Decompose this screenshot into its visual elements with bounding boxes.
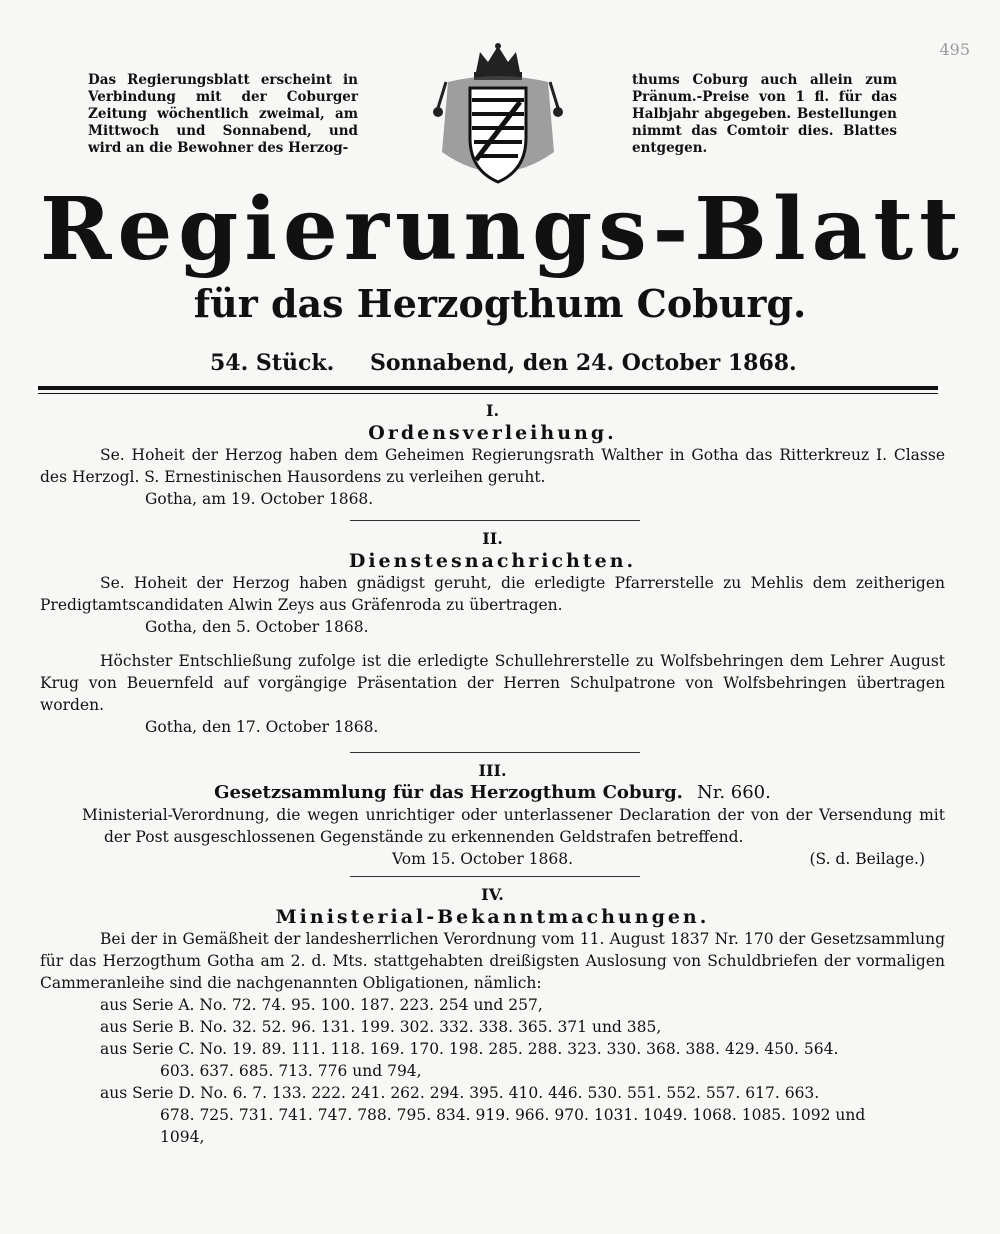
section-paragraph: Bei der in Gemäßheit der landesherrlichen Verordnung vom 11. August 1837 Nr. 170 der Gesetzsammlung für das Herzogthum Gotha am 2. d. Mts. stattgehabten dreißigsten Auslosung von Schuldbriefen der vormaligen Cammeranleihe sind die nachgenannten Obligationen, nämlich:: [40, 930, 945, 992]
section-separator: [350, 876, 640, 877]
bond-series-c-continued: 603. 637. 685. 713. 776 und 794,: [160, 1062, 422, 1080]
section-separator: [350, 752, 640, 753]
section-paragraph: Se. Hoheit der Herzog haben dem Geheimen Regierungsrath Walther in Gotha das Ritterkreuz I. Classe des Herzogl. S. Ernestinischen Hausordens zu verleihen geruht.: [40, 446, 945, 486]
section-heading: [40, 782, 945, 804]
section-paragraph: Se. Hoheit der Herzog haben gnädigst geruht, die erledigte Pfarrerstelle zu Mehlis dem zeitherigen Predigtamtscandidaten Alwin Zeys aus Gräfenroda zu übertragen.: [40, 574, 945, 614]
issue-number: 54. Stück.: [210, 350, 335, 376]
section-number: II.: [482, 529, 503, 548]
issue-line: [210, 350, 797, 376]
section-heading: Ministerial-Bekanntmachungen.: [275, 906, 710, 928]
issue-date: Sonnabend, den 24. October 1868.: [369, 350, 797, 376]
header-rule-thick: [38, 386, 938, 390]
section-heading: Ordensverleihung.: [368, 422, 617, 444]
section-paragraph: Ministerial-Verordnung, die wegen unrichtiger oder unterlassener Declaration der von der Versendung mit der Post ausgeschlossenen Gegenstände zu erkennenden Geldstrafen betreffend.: [82, 806, 945, 846]
section-paragraph: Höchster Entschließung zufolge ist die erledigte Schullehrerstelle zu Wolfsbehringen dem Lehrer August Krug von Beuernfeld auf vorgängige Präsentation der Herren Schulpatrone von Wolfsbehringen übertragen worden.: [40, 652, 945, 714]
section-3: [40, 760, 945, 870]
bond-series-d-continued: 678. 725. 731. 741. 747. 788. 795. 834. 919. 966. 970. 1031. 1049. 1068. 1085. 1092 und: [160, 1106, 866, 1124]
law-date: Vom 15. October 1868.: [392, 850, 574, 868]
section-number: I.: [485, 401, 500, 420]
section-heading: Dienstesnachrichten.: [348, 550, 637, 572]
header-note-right: thums Coburg auch allein zum Pränum.-Preise von 1 fl. für das Halbjahr abgegeben. Bestellungen nimmt das Comtoir dies. Blattes entgegen.: [632, 72, 897, 156]
law-collection-title: Gesetzsammlung für das Herzogthum Coburg.: [214, 782, 683, 803]
bond-series-b: aus Serie B. No. 32. 52. 96. 131. 199. 302. 332. 338. 365. 371 und 385,: [100, 1018, 662, 1036]
law-dateline: [40, 848, 945, 870]
bond-series-a: aus Serie A. No. 72. 74. 95. 100. 187. 223. 254 und 257,: [100, 996, 543, 1014]
section-4: [40, 884, 945, 1148]
header-note-left: Das Regierungsblatt erscheint in Verbindung mit der Coburger Zeitung wöchentlich zweimal, am Mittwoch und Sonnabend, und wird an die Bewohner des Herzog-: [88, 72, 358, 156]
section-number: IV.: [481, 885, 504, 904]
section-dateline: Gotha, den 5. October 1868.: [145, 618, 369, 636]
section-dateline: Gotha, am 19. October 1868.: [145, 490, 374, 508]
section-dateline: Gotha, den 17. October 1868.: [145, 718, 379, 736]
section-separator: [350, 520, 640, 521]
header-rule-thin: [38, 393, 938, 394]
section-number: III.: [478, 761, 507, 780]
bond-series-d: aus Serie D. No. 6. 7. 133. 222. 241. 262. 294. 395. 410. 446. 530. 551. 552. 557. 617. 663.: [100, 1084, 820, 1102]
masthead-subtitle: für das Herzogthum Coburg.: [193, 281, 807, 326]
law-number: Nr. 660.: [696, 782, 771, 803]
page-number: 495: [939, 40, 970, 59]
bond-series-c: aus Serie C. No. 19. 89. 111. 118. 169. 170. 198. 285. 288. 323. 330. 368. 388. 429. 450. 564.: [100, 1040, 839, 1058]
section-2: [40, 528, 945, 738]
masthead-title: Regierungs-Blatt: [40, 179, 965, 280]
coat-of-arms-icon: [428, 42, 568, 192]
law-reference: (S. d. Beilage.): [809, 850, 925, 868]
bond-series-d-continued: 1094,: [160, 1128, 205, 1146]
section-1: [40, 400, 945, 510]
